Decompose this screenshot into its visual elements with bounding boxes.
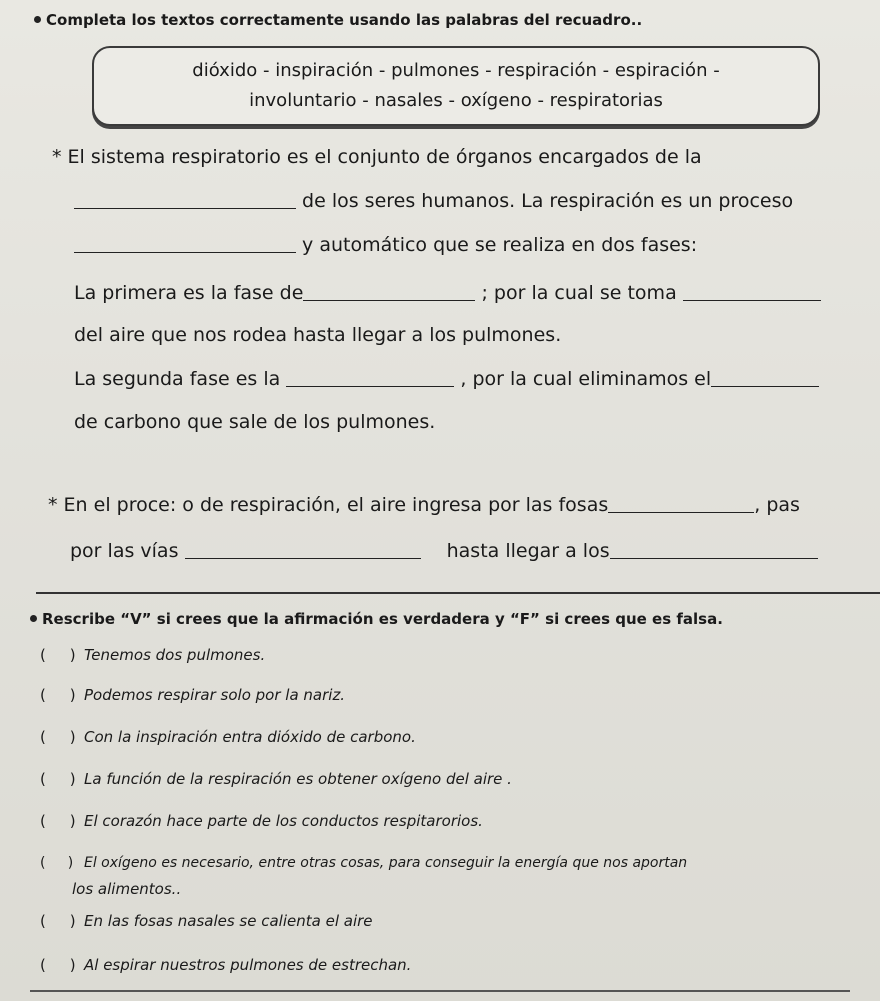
tf-item-5	[40, 812, 483, 830]
tf-item-2	[40, 686, 345, 704]
tf-item-5-text: El corazón hace parte de los conductos respitarorios.	[84, 812, 483, 830]
tf-item-1	[40, 646, 265, 664]
instruction-1-text: Completa los textos correctamente usando las palabras del recuadro..	[46, 11, 643, 29]
blank-6-1[interactable]	[286, 386, 454, 387]
answer-box-1[interactable]: ( )	[40, 646, 76, 664]
tf-item-6-continuation: los alimentos..	[72, 880, 182, 898]
text-line-1-text: El sistema respiratorio es el conjunto de órganos encargados de la	[67, 146, 702, 168]
text-line-9-b: hasta llegar a los	[446, 540, 610, 562]
text-line-7: de carbono que sale de los pulmones.	[74, 411, 436, 433]
text-line-8-b: , pas	[754, 494, 800, 516]
tf-item-8	[40, 956, 411, 974]
blank-4-1[interactable]	[303, 300, 475, 301]
tf-item-3	[40, 728, 416, 746]
text-line-9	[70, 540, 818, 562]
word-box	[92, 46, 820, 126]
instruction-2-text: Rescribe “V” si crees que la afirmación es verdadera y “F” si crees que es falsa.	[42, 610, 723, 628]
text-line-2	[74, 190, 793, 212]
text-line-3	[74, 234, 697, 256]
answer-box-5[interactable]: ( )	[40, 812, 76, 830]
word-box-line-2: involuntario - nasales - oxígeno - respiratorias	[249, 90, 663, 111]
answer-box-7[interactable]: ( )	[40, 912, 76, 930]
star-icon: *	[52, 146, 62, 168]
tf-item-7-text: En las fosas nasales se calienta el aire	[84, 912, 373, 930]
blank-4-2[interactable]	[683, 300, 821, 301]
text-line-4	[74, 282, 821, 304]
text-line-3-text: y automático que se realiza en dos fases:	[302, 234, 698, 256]
tf-item-1-text: Tenemos dos pulmones.	[84, 646, 266, 664]
tf-item-4	[40, 770, 512, 788]
text-line-8	[48, 494, 800, 516]
bottom-rule	[30, 990, 850, 992]
star-icon: *	[48, 494, 58, 516]
tf-item-6-text: El oxígeno es necesario, entre otras cosas, para conseguir la energía que nos aportan	[84, 855, 688, 871]
text-line-1	[52, 146, 702, 168]
blank-6-2[interactable]	[711, 386, 819, 387]
text-line-2-text: de los seres humanos. La respiración es un proceso	[302, 190, 794, 212]
text-line-5: del aire que nos rodea hasta llegar a los pulmones.	[74, 324, 562, 346]
instruction-2	[30, 610, 723, 628]
word-box-line-1: dióxido - inspiración - pulmones - respiración - espiración -	[192, 60, 720, 81]
blank-9-1[interactable]	[185, 558, 421, 559]
blank-9-2[interactable]	[610, 558, 818, 559]
text-line-8-a: En el proce: o de respiración, el aire ingresa por las fosas	[63, 494, 609, 516]
answer-box-8[interactable]: ( )	[40, 956, 76, 974]
section-divider	[36, 592, 880, 594]
tf-item-2-text: Podemos respirar solo por la nariz.	[84, 686, 346, 704]
answer-box-4[interactable]: ( )	[40, 770, 76, 788]
answer-box-3[interactable]: ( )	[40, 728, 76, 746]
answer-box-6[interactable]: ( )	[40, 855, 74, 871]
blank-2-1[interactable]	[74, 208, 296, 209]
instruction-1	[34, 11, 642, 29]
tf-item-7	[40, 912, 373, 930]
text-line-4-b: ; por la cual se toma	[481, 282, 677, 304]
bullet-icon	[34, 16, 41, 23]
tf-item-6	[40, 855, 687, 871]
text-line-6	[74, 368, 819, 390]
text-line-9-a: por las vías	[70, 540, 179, 562]
answer-box-2[interactable]: ( )	[40, 686, 76, 704]
text-line-6-a: La segunda fase es la	[74, 368, 281, 390]
bullet-icon	[30, 615, 37, 622]
blank-8-1[interactable]	[608, 512, 754, 513]
blank-3-1[interactable]	[74, 252, 296, 253]
tf-item-3-text: Con la inspiración entra dióxido de carbono.	[84, 728, 416, 746]
text-line-6-b: , por la cual eliminamos el	[460, 368, 712, 390]
tf-item-4-text: La función de la respiración es obtener oxígeno del aire .	[84, 770, 512, 788]
tf-item-8-text: Al espirar nuestros pulmones de estrechan.	[84, 956, 412, 974]
text-line-4-a: La primera es la fase de	[74, 282, 304, 304]
